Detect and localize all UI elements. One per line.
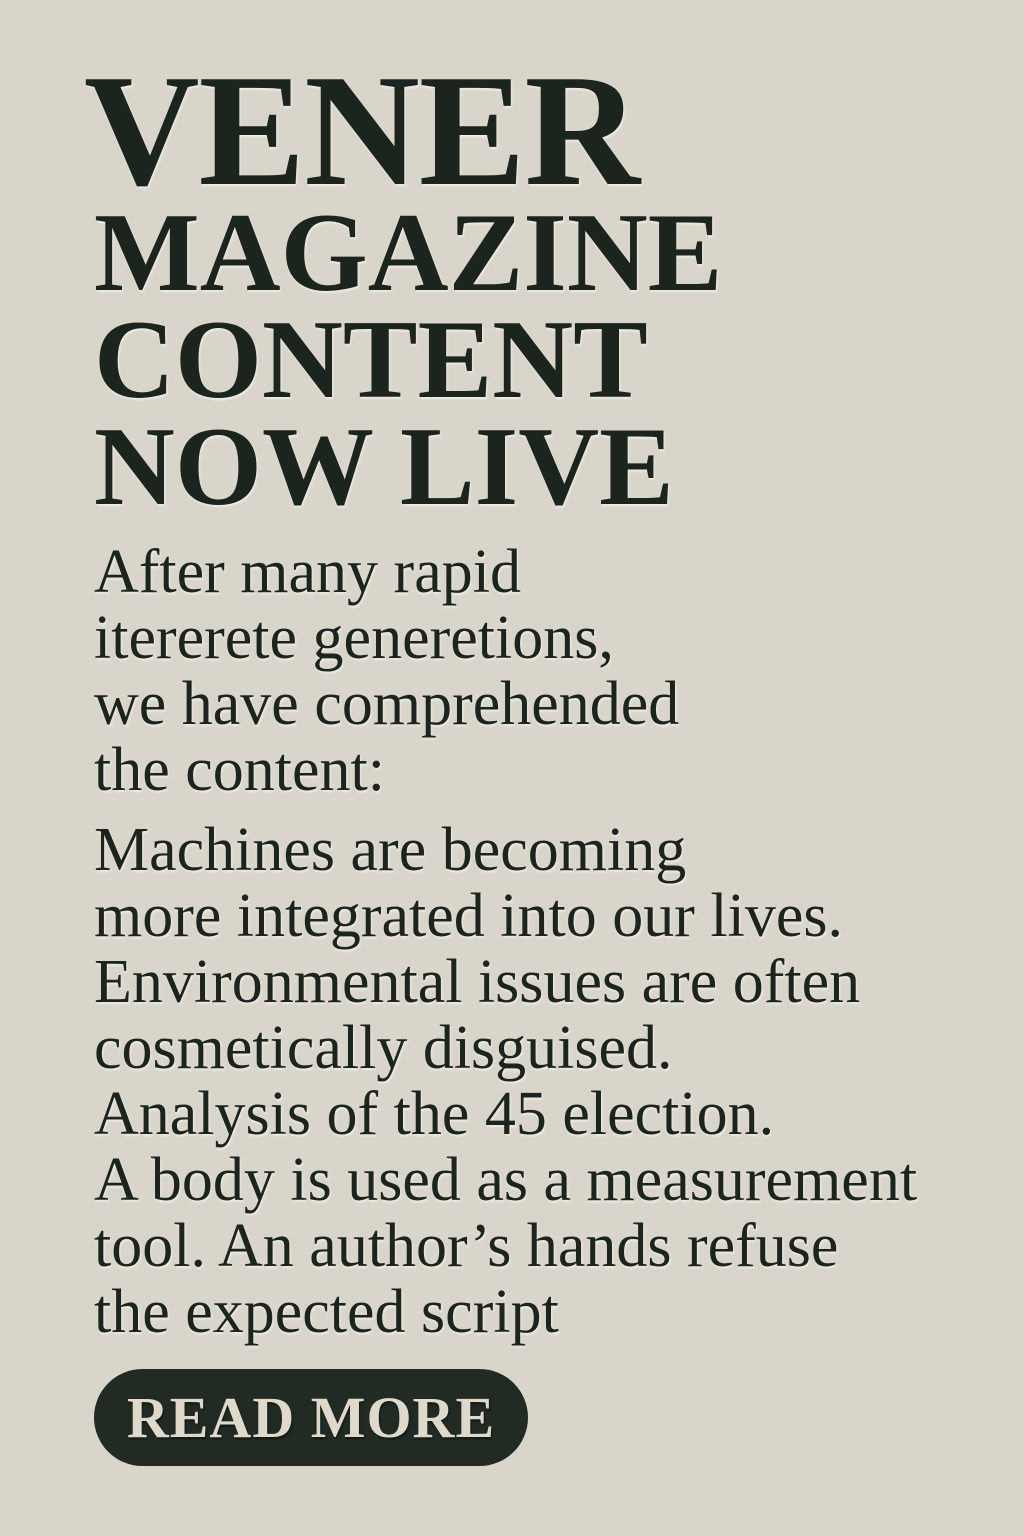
intro-line-2: itererete generetions, (94, 604, 614, 672)
body-paragraph (94, 817, 994, 1345)
intro-line-1: After many rapid (94, 538, 521, 606)
intro-line-3: we have comprehended (94, 670, 680, 738)
body-line-4: cosmetically disguised. (94, 1014, 673, 1082)
hero-section (0, 41, 1024, 1536)
read-more-button[interactable]: READ MORE (94, 1369, 528, 1466)
body-line-6: A body is used as a measurement (94, 1146, 918, 1214)
headline-line-1: MAGAZINE (94, 191, 723, 315)
body-line-8: the expected script (94, 1278, 559, 1346)
body-line-7: tool. An author’s hands refuse (94, 1212, 839, 1280)
headline-line-3: NOW LIVE (94, 405, 674, 529)
body-line-1: Machines are becoming (94, 816, 687, 884)
headline (94, 191, 994, 529)
body-line-3: Environmental issues are often (94, 948, 861, 1016)
intro-paragraph (94, 539, 994, 803)
body-line-5: Analysis of the 45 election. (94, 1080, 775, 1148)
body-line-2: more integrated into our lives. (94, 882, 843, 950)
intro-line-4: the content: (94, 736, 385, 804)
headline-line-2: CONTENT (94, 298, 648, 422)
brand-title: VENER (84, 41, 640, 219)
